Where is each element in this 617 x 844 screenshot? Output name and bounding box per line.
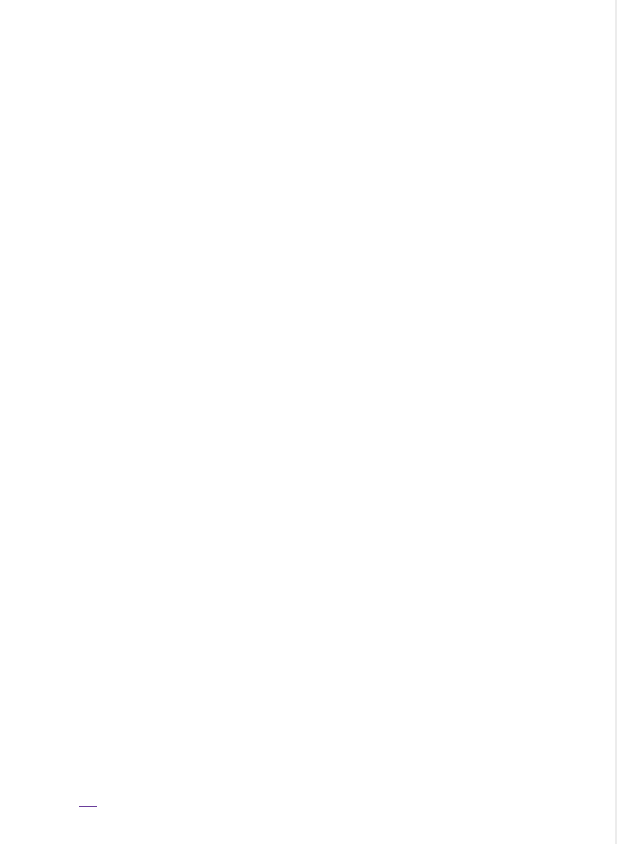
page-number-underline — [79, 806, 97, 807]
